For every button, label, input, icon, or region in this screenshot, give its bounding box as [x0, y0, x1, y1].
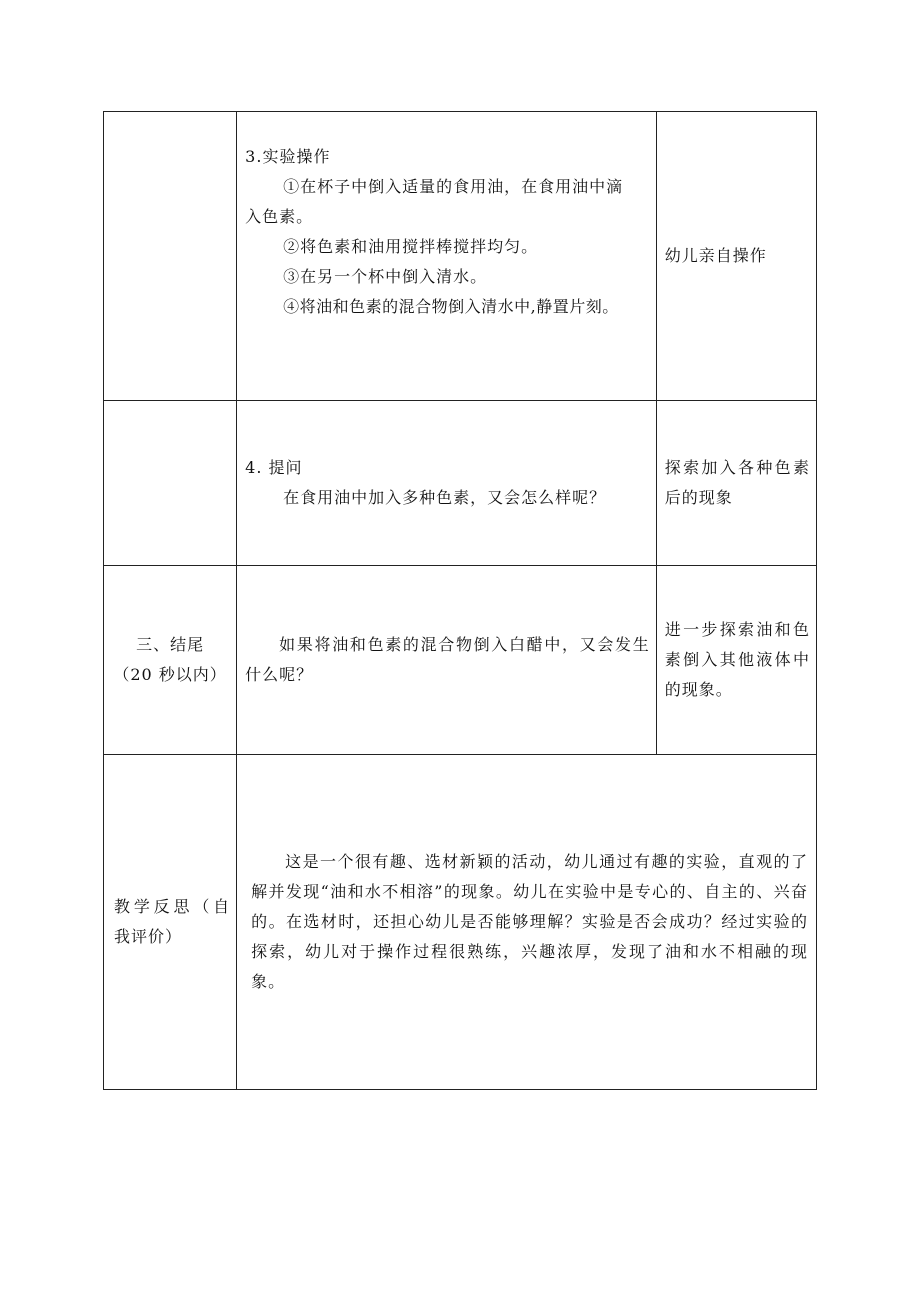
note-text: 幼儿亲自操作 — [664, 246, 767, 265]
step-1: ①在杯子中倒入适量的食用油，在食用油中滴 — [283, 177, 624, 196]
question-heading: 4. 提问 — [245, 458, 303, 477]
content-cell-ending — [237, 566, 657, 755]
reflection-text: 这是一个很有趣、选材新颖的活动，幼儿通过有趣的实验，直观的了解并发现“油和水不相溶”的现象。幼儿在实验中是专心的、自主的、兴奋的。在选材时，还担心幼儿是否能够理解？实验是否会成功？经过实验的探索，幼儿对于操作过程很熟练，兴趣浓厚，发现了油和水不相融的现象。 — [251, 852, 808, 991]
question-text: 在食用油中加入多种色素，又会怎么样呢？ — [283, 488, 607, 507]
note-cell-ending — [656, 566, 816, 755]
content-cell-experiment — [237, 112, 657, 401]
table-row-question — [104, 401, 817, 566]
table-row-reflection — [104, 755, 817, 1090]
note-cell-experiment — [656, 112, 816, 401]
section-cell-ending — [104, 566, 237, 755]
ending-text: 如果将油和色素的混合物倒入白醋中，又会发生什么呢？ — [245, 635, 650, 684]
table-row-ending — [104, 566, 817, 755]
step-3: ③在另一个杯中倒入清水。 — [283, 267, 488, 286]
table-row-experiment — [104, 112, 817, 401]
section-cell-empty — [104, 112, 237, 401]
lesson-plan-table — [103, 111, 817, 1090]
section-cell-empty — [104, 401, 237, 566]
note-text: 探索加入各种色素后的现象 — [664, 458, 810, 507]
section-cell-reflection — [104, 755, 237, 1090]
step-1-continued: 入色素。 — [245, 207, 314, 226]
note-text: 进一步探索油和色素倒入其他液体中的现象。 — [664, 620, 810, 699]
step-4: ④将油和色素的混合物倒入清水中,静置片刻。 — [283, 297, 619, 316]
step-heading: 3.实验操作 — [245, 147, 331, 166]
section-title: 教学反思（自我评价） — [114, 897, 231, 946]
content-cell-question — [237, 401, 657, 566]
note-cell-question — [656, 401, 816, 566]
section-title: 三、结尾 — [136, 635, 205, 654]
step-2: ②将色素和油用搅拌棒搅拌均匀。 — [283, 237, 539, 256]
section-subtitle: （20 秒以内） — [113, 665, 227, 684]
content-cell-reflection — [237, 755, 817, 1090]
